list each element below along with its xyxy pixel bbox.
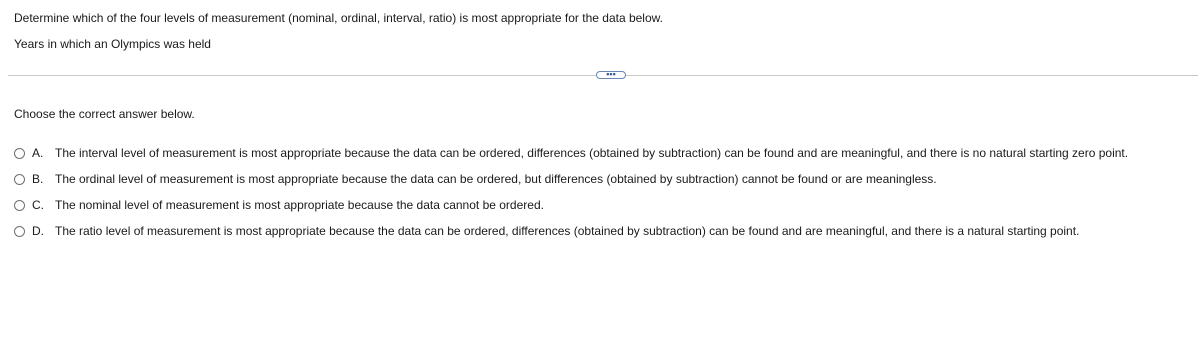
radio-button-icon[interactable] xyxy=(14,226,25,237)
option-a[interactable] xyxy=(14,140,1194,166)
option-text[interactable]: The ratio level of measurement is most appropriate because the data can be ordered, differences (obtained by subtraction) can be found and are meaningful, and there is a natural starting point. xyxy=(55,224,1080,238)
option-letter: D. xyxy=(32,224,44,238)
option-d[interactable] xyxy=(14,218,1194,244)
option-letter: C. xyxy=(32,198,44,212)
question-block xyxy=(14,10,1184,52)
data-description: Years in which an Olympics was held xyxy=(14,37,211,51)
option-letter: B. xyxy=(32,172,44,186)
option-c[interactable] xyxy=(14,192,1194,218)
option-text[interactable]: The interval level of measurement is most appropriate because the data can be ordered, differences (obtained by subtraction) can be found and are meaningful, and there is no natural starting zero point. xyxy=(55,146,1129,160)
option-text[interactable]: The ordinal level of measurement is most appropriate because the data can be ordered, but differences (obtained by subtraction) cannot be found or are meaningless. xyxy=(55,172,937,186)
option-b[interactable] xyxy=(14,166,1194,192)
more-dots-icon: ••• xyxy=(606,68,616,79)
section-divider xyxy=(8,68,1198,79)
radio-button-icon[interactable] xyxy=(14,174,25,185)
answer-prompt: Choose the correct answer below. xyxy=(14,107,195,121)
radio-button-icon[interactable] xyxy=(14,148,25,159)
option-letter: A. xyxy=(32,146,44,160)
radio-button-icon[interactable] xyxy=(14,200,25,211)
answer-options xyxy=(14,140,1194,244)
option-text[interactable]: The nominal level of measurement is most appropriate because the data cannot be ordered. xyxy=(55,198,544,212)
expand-more-button[interactable] xyxy=(596,68,626,79)
question-text: Determine which of the four levels of measurement (nominal, ordinal, interval, ratio) is most appropriate for the data below. xyxy=(14,11,663,25)
